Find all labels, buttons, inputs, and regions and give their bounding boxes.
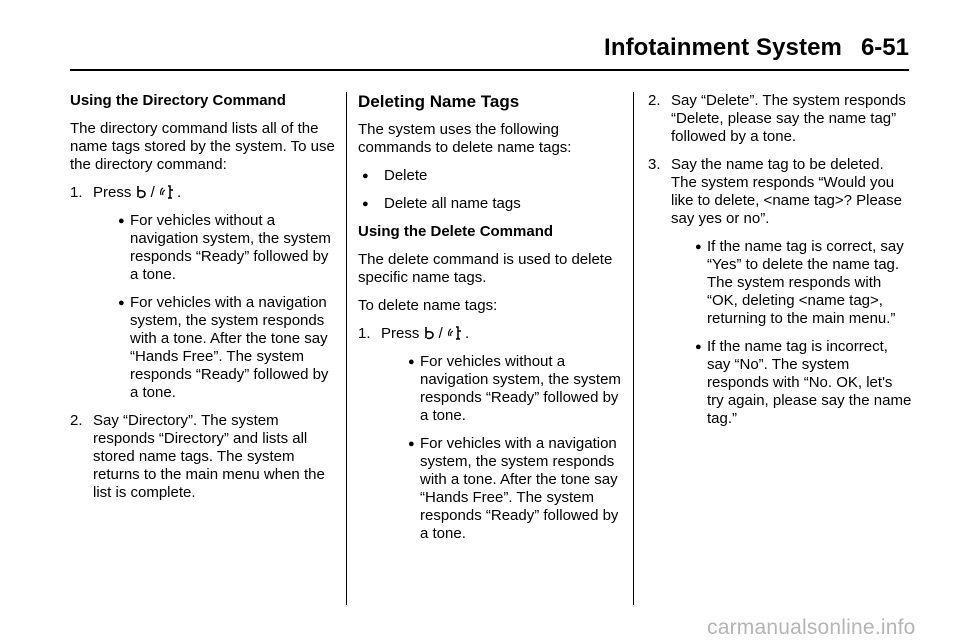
voice-recognition-icon xyxy=(159,184,177,202)
subhead-delete-command: Using the Delete Command xyxy=(358,223,554,240)
delete-intro: The system uses the following commands to delete name tags: xyxy=(358,121,572,156)
step-text: Say the name tag to be deleted. The system responds “Would you like to delete, <name tag>? Please say yes or no”. xyxy=(671,156,902,227)
confirm-bullet-no: ● If the name tag is incorrect, say “No”. The system responds with “No. OK, let's try again, please say the name tag.” xyxy=(695,338,912,427)
slash-text: / xyxy=(434,325,448,342)
directory-step-2 xyxy=(70,412,336,502)
column-1 xyxy=(70,92,336,502)
delete-step-1 xyxy=(358,325,624,343)
slash-text: / xyxy=(146,184,160,201)
step-text: Say “Directory”. The system responds “Directory” and lists all stored name tags. The system returns to the main menu when the list is complete. xyxy=(93,412,325,501)
delete-step-2 xyxy=(648,92,912,146)
step-number: 2. xyxy=(648,92,661,109)
bullet-icon: ● xyxy=(695,241,702,253)
directory-intro: The directory command lists all of the name tags stored by the system. To use the directory command: xyxy=(70,120,335,173)
subhead-directory-command: Using the Directory Command xyxy=(70,92,286,109)
delete-command-item: ● Delete xyxy=(362,167,428,184)
bullet-icon: ● xyxy=(408,438,415,450)
page-header xyxy=(0,0,960,80)
delete-bullet-2: ● For vehicles with a navigation system, the system responds with a tone. After the tone say “Hands Free”. The system responds “Ready” followed by a tone. xyxy=(408,435,619,542)
column-divider-1 xyxy=(346,92,347,605)
step-number: 3. xyxy=(648,156,661,173)
step-number: 1. xyxy=(70,184,83,201)
column-divider-2 xyxy=(633,92,634,605)
step-number: 2. xyxy=(70,412,83,429)
push-to-talk-icon xyxy=(136,184,147,202)
bullet-icon: ● xyxy=(408,356,415,368)
push-to-talk-icon xyxy=(424,325,435,343)
heading-deleting-name-tags: Deleting Name Tags xyxy=(358,92,520,111)
bullet-icon: ● xyxy=(362,198,369,210)
step-end: . xyxy=(465,325,470,342)
delete-bullet-1: ● For vehicles without a navigation system, the system responds “Ready” followed by a tone. xyxy=(408,353,621,424)
directory-step-1 xyxy=(70,184,336,202)
step-end: . xyxy=(177,184,182,201)
step-text: Say “Delete”. The system responds “Delete, please say the name tag” followed by a tone. xyxy=(671,92,906,145)
watermark: carmanualsonline.info xyxy=(707,616,916,639)
column-3 xyxy=(648,92,912,428)
delete-step-3 xyxy=(648,156,912,228)
bullet-icon: ● xyxy=(362,170,369,182)
section-title-header: Infotainment System xyxy=(604,34,842,61)
delete-all-command-item: ● Delete all name tags xyxy=(362,195,521,212)
directory-bullet-2: ● For vehicles with a navigation system, the system responds with a tone. After the tone say “Hands Free”. The system responds “Ready” followed by a tone. xyxy=(118,294,329,401)
confirm-bullet-yes: ● If the name tag is correct, say “Yes” to delete the name tag. The system responds with “OK, deleting <name tag>, returning to the main menu.” xyxy=(695,238,904,327)
bullet-icon: ● xyxy=(118,215,125,227)
bullet-icon: ● xyxy=(118,297,125,309)
header-divider xyxy=(70,69,909,71)
column-2 xyxy=(358,92,624,543)
step-text: Press xyxy=(381,325,420,342)
step-text: Press xyxy=(93,184,132,201)
voice-recognition-icon xyxy=(447,325,465,343)
delete-desc: The delete command is used to delete specific name tags. xyxy=(358,251,613,286)
step-number: 1. xyxy=(358,325,371,342)
directory-bullet-1: ● For vehicles without a navigation system, the system responds “Ready” followed by a tone. xyxy=(118,212,331,283)
page-number: 6-51 xyxy=(860,34,909,61)
to-delete-text: To delete name tags: xyxy=(358,297,498,314)
bullet-icon: ● xyxy=(695,341,702,353)
